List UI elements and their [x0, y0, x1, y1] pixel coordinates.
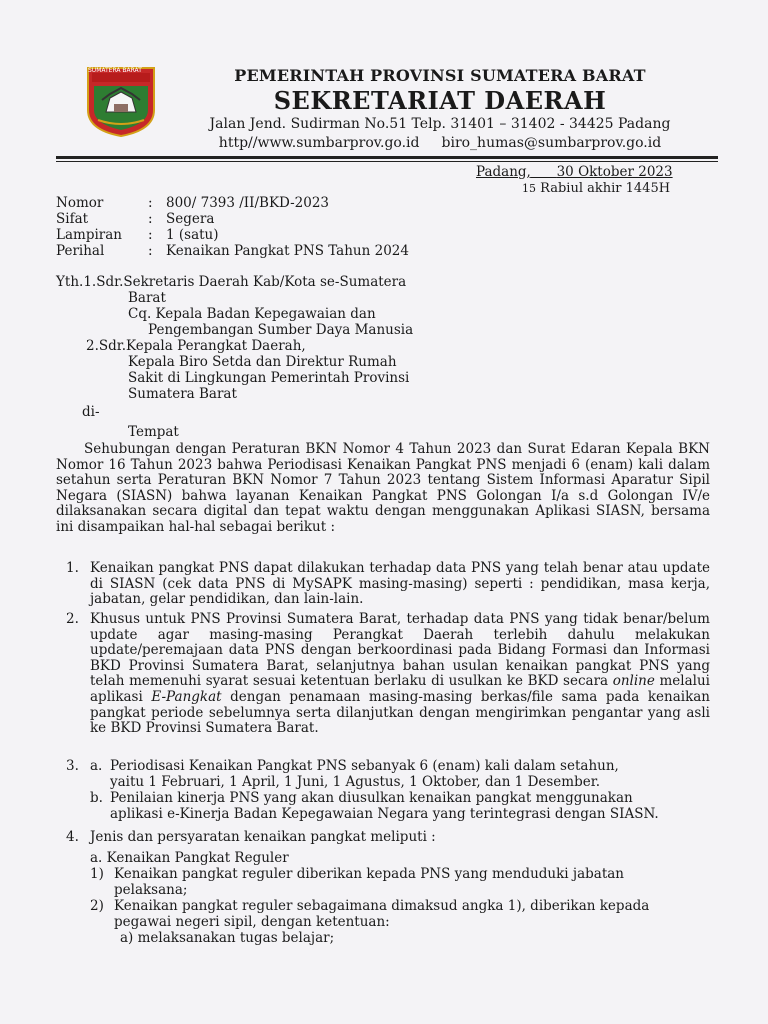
meta-value: 800/ 7393 /II/BKD-2023: [166, 195, 330, 211]
province-logo: [84, 64, 158, 138]
list-number: 2.: [66, 611, 79, 627]
meta-row: Perihal : Kenaikan Pangkat PNS Tahun 2024: [56, 243, 409, 259]
list-number: 1.: [66, 560, 79, 576]
sub-text: Jenis dan persyaratan kenaikan pangkat meliputi :: [90, 829, 436, 845]
sub-text: yaitu 1 Februari, 1 April, 1 Juni, 1 Agustus, 1 Oktober, dan 1 Desember.: [110, 774, 600, 790]
addressee-block: [56, 274, 413, 440]
sub-text: a) melaksanakan tugas belajar;: [120, 930, 335, 946]
letter-date: [476, 164, 673, 180]
list-number: 4.: [66, 829, 79, 845]
meta-key: Nomor: [56, 195, 104, 211]
meta-value: 1 (satu): [166, 227, 219, 243]
sub-text: Kenaikan pangkat reguler sebagaimana dimaksud angka 1), diberikan kepada: [114, 898, 650, 914]
sub-text: pegawai negeri sipil, dengan ketentuan:: [114, 914, 390, 930]
letter-hijri-date: [522, 181, 670, 196]
sub-text: Penilaian kinerja PNS yang akan diusulkan kenaikan pangkat menggunakan: [110, 790, 633, 806]
header-government: PEMERINTAH PROVINSI SUMATERA BARAT: [234, 66, 646, 85]
meta-key: Sifat: [56, 211, 89, 227]
addressee-line: Sakit di Lingkungan Pemerintah Provinsi: [128, 370, 410, 386]
sub-label: b.: [90, 790, 103, 806]
date-gregorian: 30 Oktober 2023: [556, 164, 673, 180]
sub-label: 1): [90, 866, 104, 882]
list-item-1: [56, 561, 710, 608]
meta-row: Nomor : 800/ 7393 /II/BKD-2023: [56, 195, 330, 211]
sub-label: 2): [90, 898, 104, 914]
logo-text: SUMATERA BARAT: [88, 67, 142, 74]
epangkat-term: E-Pangkat: [151, 688, 222, 705]
intro-paragraph: Sehubungan dengan Peraturan BKN Nomor 4 Tahun 2023 dan Surat Edaran Kepala BKN Nomor 16 Tahun 2023 bahwa Periodisasi Kenaikan Pangkat PNS menjadi 6 (enam) kali dalam setahun serta Peraturan BKN Nomor 7 Tahun 2023 tentang Sistem Informasi Aparatur Sipil Negara (SIASN) bahwa layanan Kenaikan Pangkat PNS Golongan I/a s.d Golongan IV/e dilaksanakan secara digital dan tepat waktu dengan menggunakan Aplikasi SIASN, bersama ini disampaikan hal-hal sebagai berikut :: [56, 441, 710, 535]
meta-value: Segera: [166, 211, 215, 227]
addressee-line: Tempat: [128, 424, 179, 440]
meta-row: Sifat : Segera: [56, 211, 215, 227]
list-text: Kenaikan pangkat PNS dapat dilakukan terhadap data PNS yang telah benar atau update di SIASN (cek data PNS di MySAPK masing-masing) seperti : pendidikan, masa kerja, jabatan, gelar pendidikan, dan lain-lain.: [90, 560, 710, 608]
sub-text: Periodisasi Kenaikan Pangkat PNS sebanyak 6 (enam) kali dalam setahun,: [110, 758, 619, 774]
header-office: SEKRETARIAT DAERAH: [273, 86, 607, 115]
sub-text: a. Kenaikan Pangkat Reguler: [90, 850, 289, 866]
list-text: Khusus untuk PNS Provinsi Sumatera Barat, terhadap data PNS yang tidak benar/belum update agar masing-masing Perangkat Daerah terlebih dahulu melakukan update/peremajaan data PNS dengan berkoordinasi pada Bidang Formasi dan Informasi BKD Provinsi Sumatera Barat, selanjutnya bahan usulan kenaikan pangkat PNS yang telah memenuhi syarat sesuai ketentuan berlaku di usulkan ke BKD secara online melalui aplikasi E-Pangkat dengan penamaan masing-masing berkas/file sama pada kenaikan pangkat periode sebelumnya serta dilanjutkan dengan mengirimkan pengantar yang asli ke BKD Provinsi Sumatera Barat.: [90, 611, 710, 737]
addressee-line: Kepala Biro Setda dan Direktur Rumah: [128, 354, 397, 370]
online-term: online: [612, 673, 655, 690]
letter-meta: [56, 195, 409, 259]
header-rule-thick: [56, 156, 718, 159]
sub-text: aplikasi e-Kinerja Badan Kepegawaian Negara yang terintegrasi dengan SIASN.: [110, 806, 659, 822]
header-website[interactable]: http//www.sumbarprov.go.id: [218, 135, 420, 151]
addressee-line: Sumatera Barat: [128, 386, 237, 402]
list-number: 3.: [66, 758, 79, 774]
header-rule-thin: [56, 161, 718, 162]
addressee-line: Barat: [128, 290, 166, 306]
sub-label: a.: [90, 758, 103, 774]
hijri-day: 15: [522, 182, 536, 195]
sub-text: pelaksana;: [114, 882, 188, 898]
hijri-text: Rabiul akhir 1445H: [540, 181, 671, 196]
addressee-line: Yth.1.Sdr.Sekretaris Daerah Kab/Kota se-Sumatera: [56, 274, 407, 290]
meta-value: Kenaikan Pangkat PNS Tahun 2024: [166, 243, 409, 259]
header-email[interactable]: biro_humas@sumbarprov.go.id: [441, 135, 662, 151]
meta-key: Perihal: [56, 243, 105, 259]
date-place: Padang,: [476, 164, 531, 180]
meta-row: Lampiran : 1 (satu): [56, 227, 219, 243]
sub-text: Kenaikan pangkat reguler diberikan kepada PNS yang menduduki jabatan: [114, 866, 624, 882]
addressee-line: Pengembangan Sumber Daya Manusia: [148, 322, 414, 338]
addressee-line: di-: [82, 404, 100, 420]
header-address: Jalan Jend. Sudirman No.51 Telp. 31401 – 31402 - 34425 Padang: [209, 116, 671, 132]
list-item-2: [56, 612, 710, 737]
meta-key: Lampiran: [56, 227, 122, 243]
addressee-line: 2.Sdr.Kepala Perangkat Daerah,: [86, 338, 306, 354]
header-contacts: [180, 135, 700, 151]
addressee-line: Cq. Kepala Badan Kepegawaian dan: [128, 306, 376, 322]
